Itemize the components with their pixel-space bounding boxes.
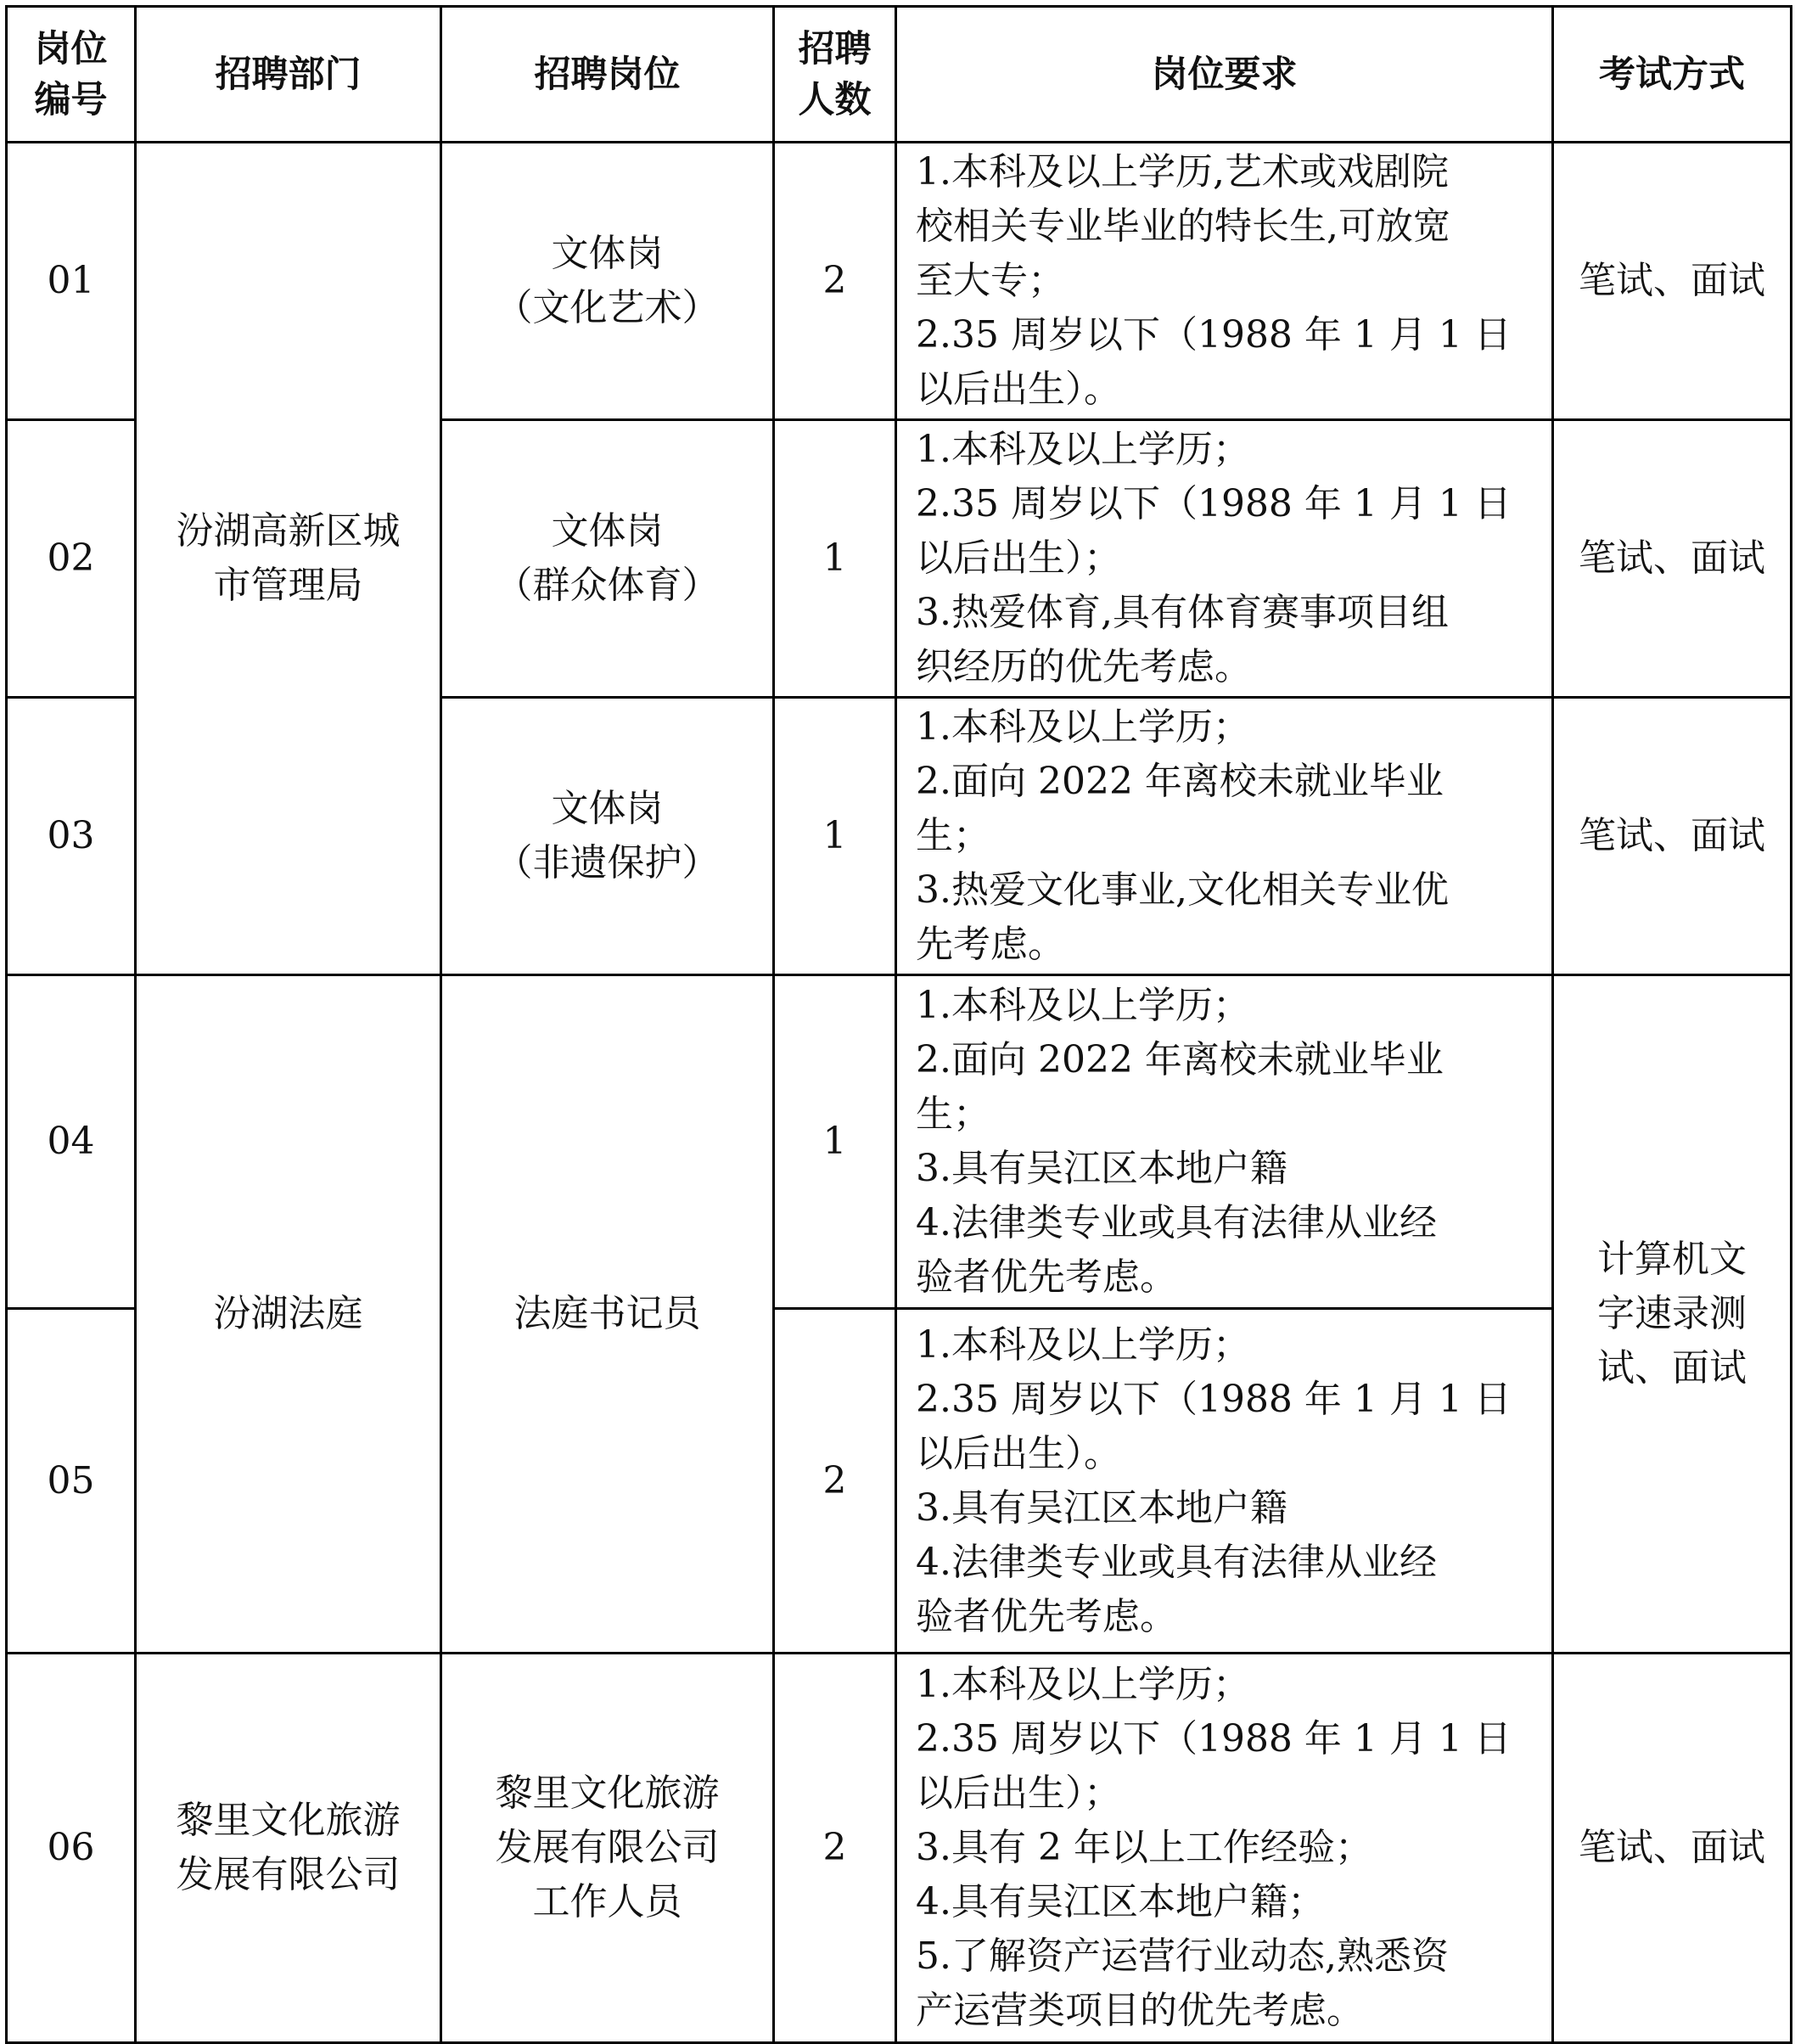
post-number: 03 [7,698,136,975]
post-number: 02 [7,420,136,698]
header-exam: 考试方式 [1553,7,1792,143]
table-row [7,1654,1792,2043]
header-headcount: 招聘 人数 [774,7,896,143]
headcount-cell: 2 [774,1309,896,1654]
recruitment-table [5,5,1792,2044]
headcount-cell: 2 [774,1654,896,2043]
exam-cell: 笔试、面试 [1553,143,1792,420]
requirements-cell: 1.本科及以上学历； 2.面向 2022 年离校未就业毕业 生； 3.热爱文化事业,文化相关专业优 先考虑。 [896,698,1553,975]
position-cell: 文体岗 （文化艺术） [441,143,774,420]
headcount-cell: 1 [774,698,896,975]
headcount-cell: 1 [774,975,896,1309]
department-cell: 汾湖高新区城 市管理局 [136,143,441,975]
requirements-cell: 1.本科及以上学历； 2.35 周岁以下（1988 年 1 月 1 日 以后出生）； 3.热爱体育,具有体育赛事项目组 织经历的优先考虑。 [896,420,1553,698]
exam-cell: 笔试、面试 [1553,420,1792,698]
exam-cell: 笔试、面试 [1553,1654,1792,2043]
table-row [7,975,1792,1309]
requirements-cell: 1.本科及以上学历,艺术或戏剧院 校相关专业毕业的特长生,可放宽 至大专； 2.35 周岁以下（1988 年 1 月 1 日 以后出生）。 [896,143,1553,420]
position-cell: 黎里文化旅游 发展有限公司 工作人员 [441,1654,774,2043]
table-row [7,143,1792,420]
requirements-cell: 1.本科及以上学历； 2.35 周岁以下（1988 年 1 月 1 日 以后出生）； 3.具有 2 年以上工作经验； 4.具有吴江区本地户籍； 5.了解资产运营行业动态,熟悉资 产运营类项目的优先考虑。 [896,1654,1553,2043]
position-cell: 法庭书记员 [441,975,774,1654]
position-cell: 文体岗 （群众体育） [441,420,774,698]
headcount-cell: 2 [774,143,896,420]
header-department: 招聘部门 [136,7,441,143]
header-row [7,7,1792,143]
post-number: 04 [7,975,136,1309]
requirements-cell: 1.本科及以上学历； 2.35 周岁以下（1988 年 1 月 1 日 以后出生）。 3.具有吴江区本地户籍 4.法律类专业或具有法律从业经 验者优先考虑。 [896,1309,1553,1654]
department-cell: 汾湖法庭 [136,975,441,1654]
exam-cell: 笔试、面试 [1553,698,1792,975]
header-position: 招聘岗位 [441,7,774,143]
department-cell: 黎里文化旅游 发展有限公司 [136,1654,441,2043]
post-number: 01 [7,143,136,420]
post-number: 06 [7,1654,136,2043]
header-requirements: 岗位要求 [896,7,1553,143]
header-post-no: 岗位 编号 [7,7,136,143]
requirements-cell: 1.本科及以上学历； 2.面向 2022 年离校未就业毕业 生； 3.具有吴江区本地户籍 4.法律类专业或具有法律从业经 验者优先考虑。 [896,975,1553,1309]
headcount-cell: 1 [774,420,896,698]
post-number: 05 [7,1309,136,1654]
exam-cell: 计算机文 字速录测 试、面试 [1553,975,1792,1654]
position-cell: 文体岗 （非遗保护） [441,698,774,975]
